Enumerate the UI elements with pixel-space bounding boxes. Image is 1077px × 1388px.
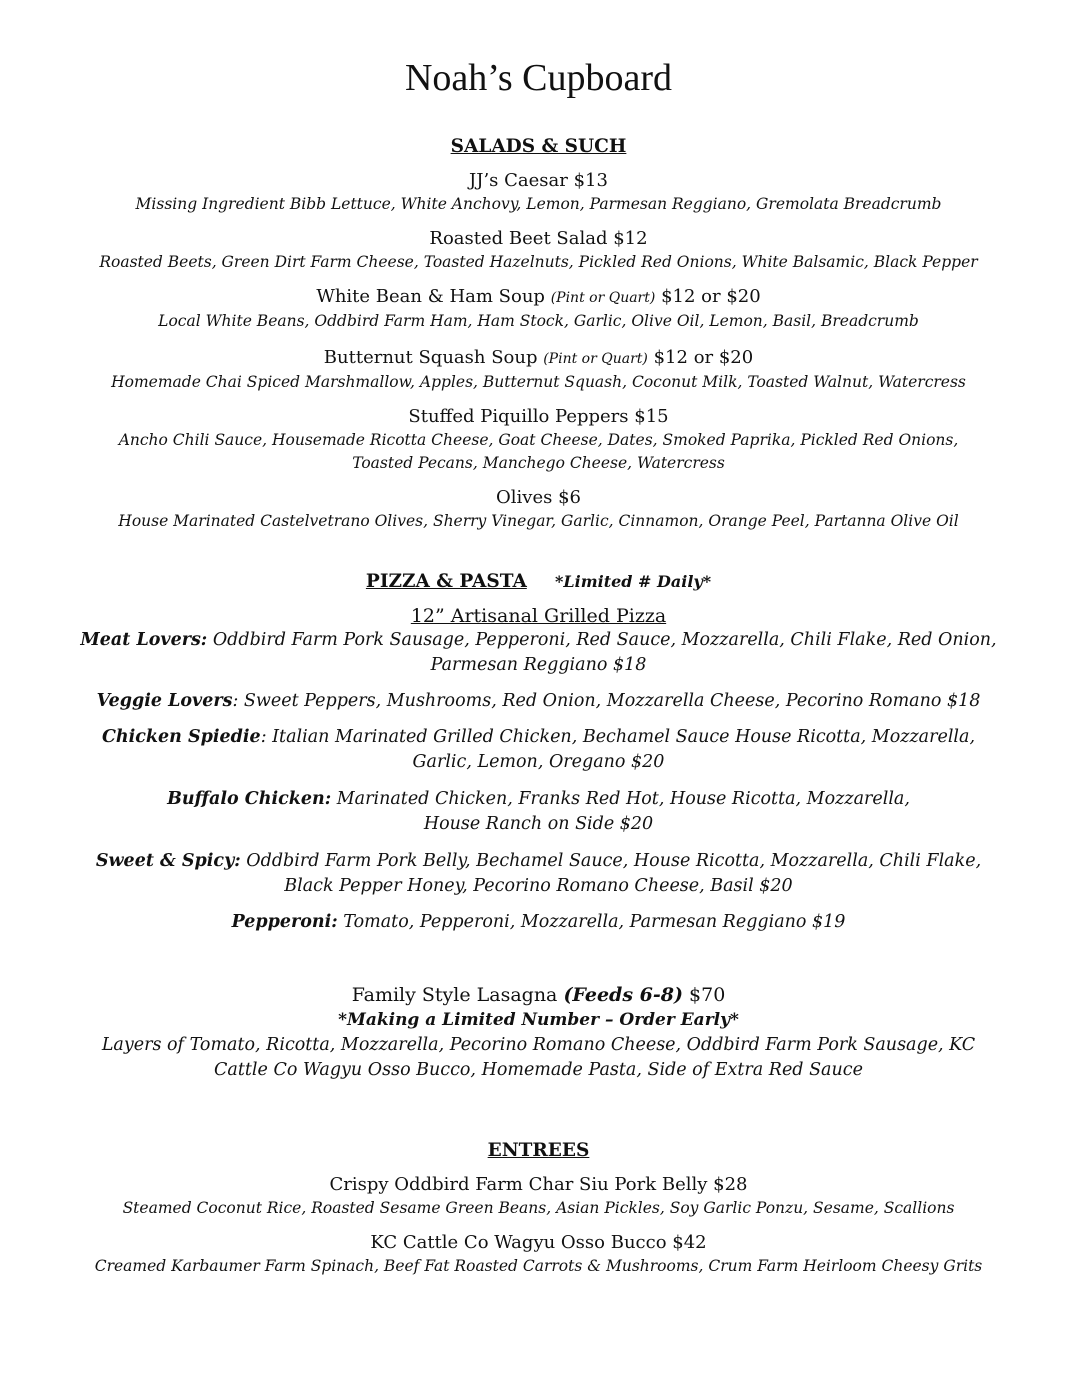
- item-desc: Roasted Beets, Green Dirt Farm Cheese, Toasted Hazelnuts, Pickled Red Onions, White Balsamic, Black Pepper: [99, 253, 978, 271]
- pizza-desc: Oddbird Farm Pork Sausage, Pepperoni, Red Sauce, Mozzarella, Chili Flake, Red Onion,: [207, 630, 997, 650]
- lasagna-price: $70: [689, 984, 726, 1006]
- item-price: $12 or $20: [653, 347, 754, 368]
- item-size: (Pint or Quart): [543, 351, 648, 367]
- entrees-section: [0, 1139, 1077, 1278]
- menu-item: [0, 285, 1077, 333]
- item-desc: Creamed Karbaumer Farm Spinach, Beef Fat Roasted Carrots & Mushrooms, Crum Farm Heirloom Cheesy Grits: [94, 1257, 983, 1275]
- lasagna-item: [0, 983, 1077, 1083]
- pizza-desc: Marinated Chicken, Franks Red Hot, House Ricotta, Mozzarella,: [331, 789, 910, 809]
- salads-section: [0, 135, 1077, 533]
- item-desc: Missing Ingredient Bibb Lettuce, White Anchovy, Lemon, Parmesan Reggiano, Gremolata Breadcrumb: [135, 195, 942, 213]
- pizza-name: Veggie Lovers: [96, 691, 233, 711]
- item-desc: House Marinated Castelvetrano Olives, Sherry Vinegar, Garlic, Cinnamon, Orange Peel, Partanna Olive Oil: [118, 512, 959, 530]
- pizza-heading-row: [0, 570, 1077, 594]
- pizza-name: Chicken Spiedie: [101, 727, 261, 747]
- item-name: [0, 285, 1077, 310]
- pizza-desc: Oddbird Farm Pork Belly, Bechamel Sauce, House Ricotta, Mozzarella, Chili Flake,: [240, 851, 982, 871]
- menu-item: [0, 486, 1077, 533]
- pizza-item: [0, 910, 1077, 935]
- salads-heading: SALADS & SUCH: [450, 136, 627, 157]
- item-name-text: Butternut Squash Soup: [323, 347, 538, 368]
- restaurant-title: Noah’s Cupboard: [404, 57, 673, 99]
- menu-item: [0, 346, 1077, 394]
- pizza-subheading: 12” Artisanal Grilled Pizza: [410, 605, 667, 627]
- lasagna-feeds: (Feeds 6-8): [563, 984, 683, 1006]
- lasagna-desc: Layers of Tomato, Ricotta, Mozzarella, Pecorino Romano Cheese, Oddbird Farm Pork Sausage, KC: [101, 1035, 976, 1055]
- pizza-desc: Garlic, Lemon, Oregano $20: [412, 752, 665, 772]
- lasagna-title: [0, 983, 1077, 1007]
- pizza-desc: Black Pepper Honey, Pecorino Romano Cheese, Basil $20: [284, 876, 793, 896]
- pizza-desc: : Sweet Peppers, Mushrooms, Red Onion, Mozzarella Cheese, Pecorino Romano $18: [232, 691, 981, 711]
- item-desc: Homemade Chai Spiced Marshmallow, Apples, Butternut Squash, Coconut Milk, Toasted Walnut, Watercress: [111, 373, 966, 391]
- pizza-heading: PIZZA & PASTA: [365, 571, 527, 592]
- menu-item: [0, 405, 1077, 475]
- item-desc: Local White Beans, Oddbird Farm Ham, Ham Stock, Garlic, Olive Oil, Lemon, Basil, Breadcrumb: [158, 312, 919, 330]
- item-name: Olives $6: [496, 487, 581, 508]
- pizza-name: Sweet & Spicy:: [95, 851, 241, 871]
- pizza-name: Meat Lovers:: [80, 630, 208, 650]
- pizza-item: [0, 689, 1077, 714]
- item-desc: Ancho Chili Sauce, Housemade Ricotta Cheese, Goat Cheese, Dates, Smoked Paprika, Pickled Red Onions,: [118, 431, 959, 449]
- pizza-desc: Parmesan Reggiano $18: [430, 655, 647, 675]
- pizza-item: [0, 787, 1077, 837]
- item-name: KC Cattle Co Wagyu Osso Bucco $42: [370, 1232, 707, 1253]
- menu-item: [0, 1173, 1077, 1220]
- pizza-item: [0, 849, 1077, 899]
- entrees-heading: ENTREES: [487, 1140, 590, 1161]
- lasagna-desc: Cattle Co Wagyu Osso Bucco, Homemade Pasta, Side of Extra Red Sauce: [214, 1060, 863, 1080]
- pizza-desc: House Ranch on Side $20: [423, 814, 654, 834]
- pizza-item: [0, 628, 1077, 678]
- menu-item: [0, 227, 1077, 274]
- item-name-text: White Bean & Ham Soup: [316, 286, 545, 307]
- pizza-desc: Tomato, Pepperoni, Mozzarella, Parmesan Reggiano $19: [337, 912, 846, 932]
- item-name: Stuffed Piquillo Peppers $15: [408, 406, 669, 427]
- lasagna-name: Family Style Lasagna: [351, 984, 558, 1006]
- item-name: JJ’s Caesar $13: [469, 170, 608, 191]
- pizza-name: Pepperoni:: [231, 912, 338, 932]
- item-desc: Toasted Pecans, Manchego Cheese, Watercress: [352, 454, 725, 472]
- lasagna-note: *Making a Limited Number – Order Early*: [338, 1010, 739, 1030]
- item-name: Roasted Beet Salad $12: [429, 228, 648, 249]
- pizza-item: [0, 725, 1077, 775]
- pizza-desc: : Italian Marinated Grilled Chicken, Bechamel Sauce House Ricotta, Mozzarella,: [260, 727, 976, 747]
- item-price: $12 or $20: [661, 286, 761, 307]
- pizza-limited-note: *Limited # Daily*: [555, 572, 712, 591]
- menu-item: [0, 169, 1077, 216]
- pizza-section: [0, 570, 1077, 935]
- item-name: Crispy Oddbird Farm Char Siu Pork Belly $28: [329, 1174, 748, 1195]
- item-name: [0, 346, 1077, 371]
- pizza-name: Buffalo Chicken:: [167, 789, 332, 809]
- item-size: (Pint or Quart): [550, 290, 656, 306]
- menu-item: [0, 1231, 1077, 1278]
- item-desc: Steamed Coconut Rice, Roasted Sesame Green Beans, Asian Pickles, Soy Garlic Ponzu, Sesame, Scallions: [122, 1199, 955, 1217]
